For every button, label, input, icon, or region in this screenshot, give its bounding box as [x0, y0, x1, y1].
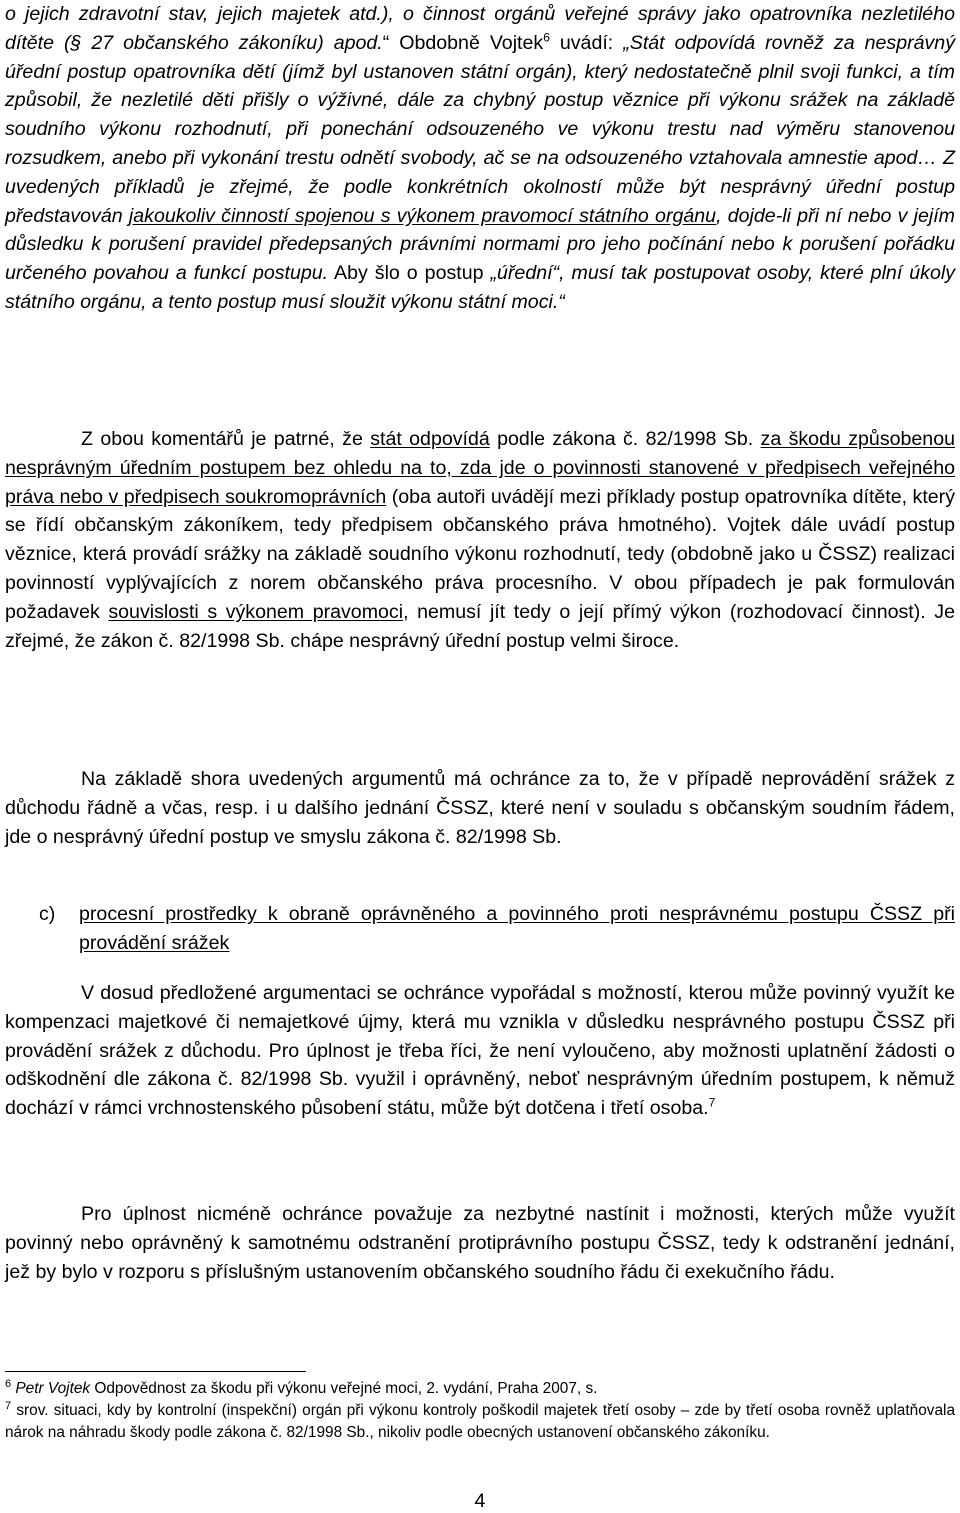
quote-text: o jejich zdravotní stav, jejich majetek atd.), o činnost orgánů veřejné správy jako opatrovníka nezletilého dítěte (§ 27 občanského zákoníku) apod. — [5, 3, 955, 54]
paragraph-conclusion: Na základě shora uvedených argumentů má ochránce za to, že v případě neprovádění srážek z důchodu řádně a včas, resp. i u dalšího jednání ČSSZ, které není v souladu s občanským soudním řádem, jde o nesprávný úřední postup ve smyslu zákona č. 82/1998 Sb. — [5, 768, 955, 848]
footnotes — [5, 1378, 955, 1444]
text-run: V dosud předložené argumentaci se ochránce vypořádal s možností, kterou může povinný využít ke kompenzaci majetkové či nemajetkové újmy, která mu vznikla v důsledku nesprávného postupu ČSSZ při provádění srážek z důchodu. Pro úplnost je třeba říci, že není vyloučeno, aby možnosti uplatnění žádosti o odškodnění dle zákona č. 82/1998 Sb. využil i oprávněný, neboť nesprávným úředním postupem, k němuž dochází v rámci vrchnostenského působení státu, může být dotčena i třetí osoba. — [5, 982, 955, 1120]
quote-underlined-text: jakoukoliv činností spojenou s výkonem pravomocí státního orgánu — [128, 204, 717, 227]
footnote-number: 7 — [5, 1399, 12, 1412]
underlined-text: souvislosti s výkonem pravomoci — [108, 600, 404, 623]
text-run: podle zákona č. 82/1998 Sb. — [489, 428, 761, 450]
footnote-ref-7[interactable]: 7 — [708, 1095, 716, 1110]
text-run: Aby šlo o postup — [328, 262, 491, 285]
footnote-7 — [5, 1400, 955, 1444]
text-run: Z obou komentářů je patrné, že — [81, 428, 371, 450]
footnote-text: srov. situaci, kdy by kontrolní (inspekční) orgán při výkonu kontroly poškodil majetek třetí osoby – zde by třetí osoba rovněž uplatňovala nárok na náhradu škody podle zákona č. 82/1998 Sb., nikoliv podle obecných ustanovení občanského zákoníku. — [5, 1402, 955, 1441]
footnote-number: 6 — [5, 1377, 12, 1390]
paragraph-quote-continuation — [5, 0, 955, 317]
footnote-ref-6[interactable]: 6 — [543, 30, 550, 45]
underlined-text: stát odpovídá — [370, 428, 490, 450]
quote-text: „úřední“, musí tak postupovat osoby, které plní úkoly státního orgánu, a tento postup musí sloužit výkonu státní moci.“ — [5, 262, 955, 313]
quote-text: „Stát odpovídá rovněž za nesprávný úřední postup opatrovníka dětí (jímž byl ustanoven státní orgán), který nedostatečně plnil svoji funkci, a tím způsobil, že nezletilé děti přišly o výživné, dále za chybný postup věznice při výkonu srážek na základě soudního výkonu rozhodnutí, při ponechání odsouzeného ve výkonu trestu nad výměru stanovenou rozsudkem, anebo při vykonání trestu odnětí svobody, ač se na odsouzeného vztahovala amnestie apod… Z uvedených příkladů je zřejmé, že podle konkrétních okolností může být nesprávný úřední postup představován — [5, 31, 956, 227]
text-run: “ Obdobně Vojtek — [382, 31, 544, 54]
paragraph-argumentation — [5, 979, 955, 1123]
footnote-author: Petr Vojtek — [15, 1380, 91, 1397]
text-run: (oba autoři uvádějí mezi příklady postup opatrovníka dítěte, který se řídí občanským zákoníkem, tedy předpisem občanského práva hmotného). Vojtek dále uvádí postup věznice, která provádí srážky na základě soudního výkonu rozhodnutí, tedy (obdobně jako u ČSSZ) realizaci povinností vyplývajících z norem občanského práva procesního. V obou případech je pak formulován požadavek — [5, 485, 955, 623]
section-heading-c — [39, 900, 955, 958]
footnote-text: Odpovědnost za škodu při výkonu veřejné moci, 2. vydání, Praha 2007, s. — [90, 1380, 598, 1397]
section-heading-title: procesní prostředky k obraně oprávněného a povinného proti nesprávnému postupu ČSSZ při provádění srážek — [79, 903, 955, 954]
footnote-6 — [5, 1378, 955, 1400]
section-heading-label: c) — [39, 903, 56, 925]
paragraph-options: Pro úplnost nicméně ochránce považuje za nezbytné nastínit i možnosti, kterých může využít povinný nebo oprávněný k samotnému odstranění protiprávního postupu ČSSZ, tedy k odstranění jednání, jež by bylo v rozporu s příslušným ustanovením občanského soudního řádu či exekučního řádu. — [5, 1203, 955, 1283]
page-number: 4 — [474, 1490, 486, 1512]
quote-text: , dojde-li při ní nebo v jejím důsledku k porušení pravidel předepsaných právními normami pro jeho počínání nebo k porušení pořádku určeného povahou a funkcí postupu. — [5, 204, 956, 285]
underlined-text: za škodu způsobenou nesprávným úředním postupem bez ohledu na to, zda jde o povinnosti stanovené v předpisech veřejného práva nebo v předpisech soukromoprávních — [5, 428, 955, 508]
text-run: , nemusí jít tedy o její přímý výkon (rozhodovací činnost). Je zřejmé, že zákon č. 82/1998 Sb. chápe nesprávný úřední postup velmi široce. — [5, 600, 955, 652]
text-run: uvádí: — [549, 31, 624, 54]
paragraph-comments — [5, 425, 955, 655]
footnote-separator — [5, 1371, 306, 1372]
